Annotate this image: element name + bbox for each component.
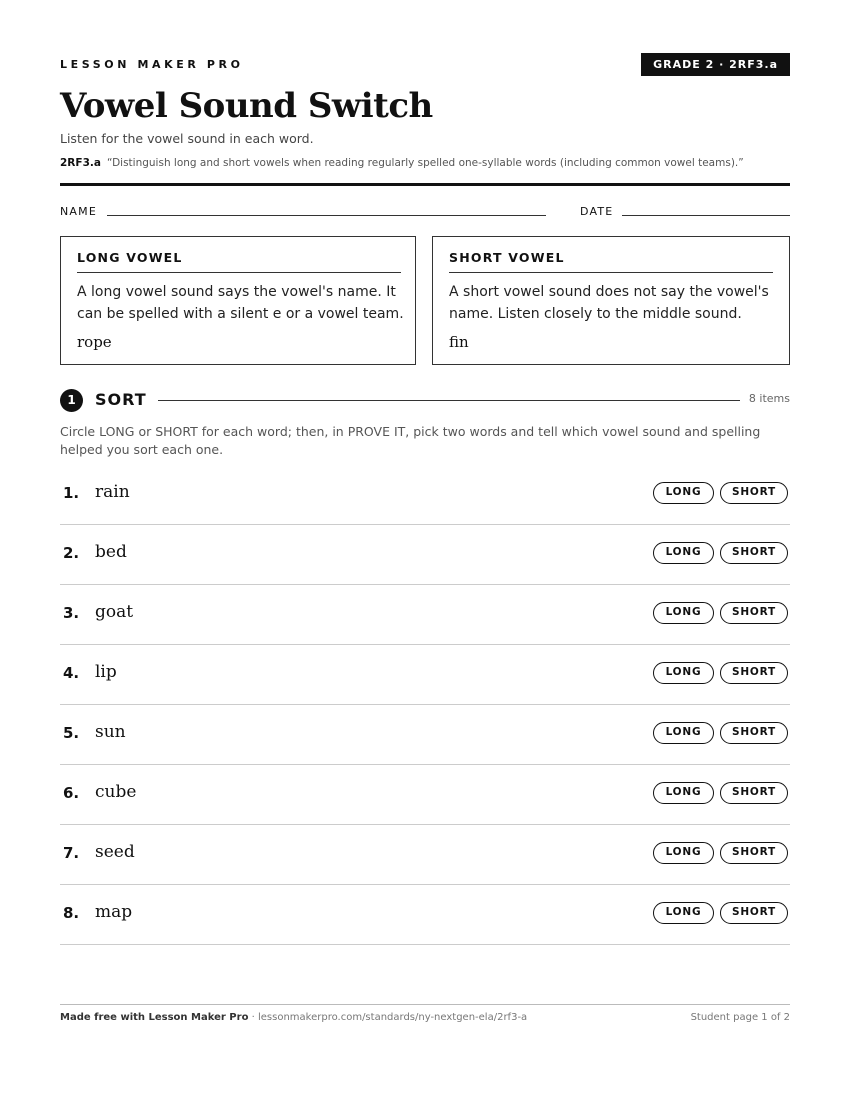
name-field[interactable] <box>107 215 546 216</box>
long-choice-button[interactable]: LONG <box>653 662 714 684</box>
grade-badge: GRADE 2 · 2RF3.a <box>641 53 790 76</box>
long-choice-button[interactable]: LONG <box>653 782 714 804</box>
standard-line <box>60 157 790 169</box>
standard-code: 2RF3.a <box>60 157 101 169</box>
section-instructions: Circle LONG or SHORT for each word; then, in PROVE IT, pick two words and tell which vowel sound and spelling helped you sort each one. <box>60 424 761 457</box>
sort-item <box>60 585 790 645</box>
long-choice-button[interactable]: LONG <box>653 842 714 864</box>
short-choice-button[interactable]: SHORT <box>720 842 788 864</box>
long-choice-button[interactable]: LONG <box>653 902 714 924</box>
sort-item <box>60 825 790 885</box>
short-choice-button[interactable]: SHORT <box>720 662 788 684</box>
short-choice-button[interactable]: SHORT <box>720 542 788 564</box>
item-word: lip <box>95 662 117 682</box>
item-number: 6. <box>63 784 80 802</box>
short-choice-button[interactable]: SHORT <box>720 722 788 744</box>
short-vowel-definition: A short vowel sound does not say the vowel's name. Listen closely to the middle sound. <box>449 284 769 322</box>
item-word: map <box>95 902 133 922</box>
long-choice-button[interactable]: LONG <box>653 482 714 504</box>
item-number: 7. <box>63 844 80 862</box>
section-number-badge: 1 <box>60 389 83 412</box>
long-choice-button[interactable]: LONG <box>653 542 714 564</box>
date-field[interactable] <box>622 215 790 216</box>
item-word: goat <box>95 602 134 622</box>
footer-divider <box>60 1004 790 1005</box>
long-vowel-definition: A long vowel sound says the vowel's name. It can be spelled with a silent e or a vowel team. <box>77 284 404 322</box>
footer-made-with: Made free with Lesson Maker Pro <box>60 1012 249 1023</box>
brand-name: LESSON MAKER PRO <box>60 58 244 71</box>
name-label: NAME <box>60 205 97 218</box>
footer-credit <box>60 1012 527 1023</box>
item-number: 5. <box>63 724 80 742</box>
short-choice-button[interactable]: SHORT <box>720 482 788 504</box>
item-word: sun <box>95 722 126 742</box>
sort-item <box>60 525 790 585</box>
short-vowel-example: fin <box>449 333 469 351</box>
sort-items-list <box>60 465 790 945</box>
item-number: 4. <box>63 664 80 682</box>
item-word: seed <box>95 842 135 862</box>
long-vowel-example: rope <box>77 333 112 351</box>
item-word: bed <box>95 542 127 562</box>
long-choice-button[interactable]: LONG <box>653 602 714 624</box>
short-choice-button[interactable]: SHORT <box>720 902 788 924</box>
section-title: SORT <box>95 390 147 409</box>
sort-item <box>60 645 790 705</box>
item-number: 2. <box>63 544 80 562</box>
short-choice-button[interactable]: SHORT <box>720 782 788 804</box>
item-number: 1. <box>63 484 80 502</box>
long-choice-button[interactable]: LONG <box>653 722 714 744</box>
item-count: 8 items <box>748 392 790 405</box>
worksheet-title: Vowel Sound Switch <box>60 86 433 126</box>
header-divider <box>60 183 790 186</box>
long-vowel-heading: LONG VOWEL <box>77 250 401 273</box>
item-word: cube <box>95 782 137 802</box>
date-label: DATE <box>580 205 614 218</box>
long-vowel-box <box>60 236 416 365</box>
footer-url[interactable]: · lessonmakerpro.com/standards/ny-nextgen-ela/2rf3-a <box>248 1012 528 1023</box>
item-number: 3. <box>63 604 80 622</box>
section-rule <box>158 400 740 401</box>
sort-item <box>60 705 790 765</box>
sort-item <box>60 765 790 825</box>
sort-item <box>60 885 790 945</box>
short-choice-button[interactable]: SHORT <box>720 602 788 624</box>
worksheet-subtitle: Listen for the vowel sound in each word. <box>60 131 314 146</box>
sort-item <box>60 465 790 525</box>
short-vowel-box <box>432 236 790 365</box>
worksheet-page <box>60 0 790 1100</box>
item-number: 8. <box>63 904 80 922</box>
standard-text: “Distinguish long and short vowels when reading regularly spelled one-syllable words (including common vowel teams).” <box>106 157 744 169</box>
short-vowel-heading: SHORT VOWEL <box>449 250 773 273</box>
footer-page-number: Student page 1 of 2 <box>690 1012 790 1023</box>
item-word: rain <box>95 482 130 502</box>
